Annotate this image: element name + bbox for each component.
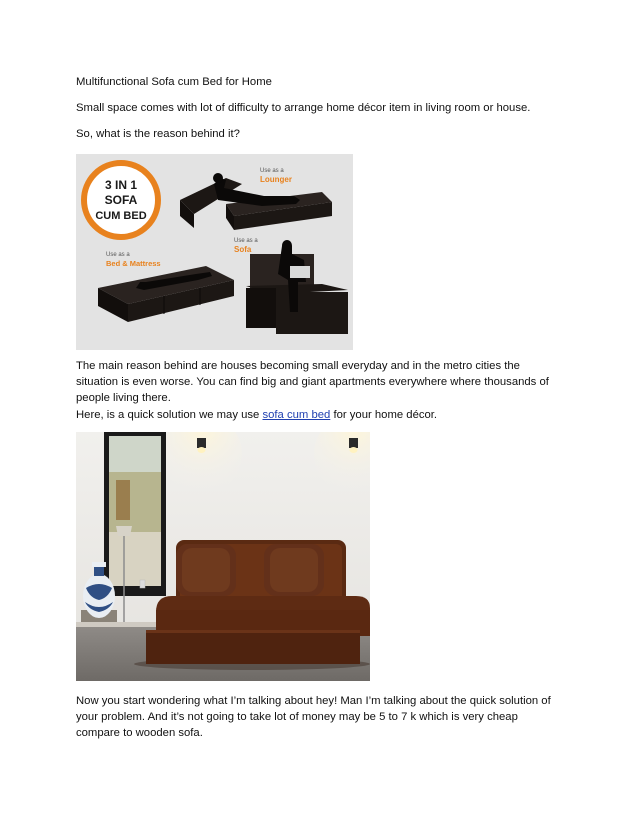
question-paragraph: So, what is the reason behind it? bbox=[76, 128, 240, 140]
sofa-name-label: Sofa bbox=[234, 245, 252, 254]
bed-name-label: Bed & Mattress bbox=[106, 259, 161, 268]
sofa-cum-bed-link[interactable]: sofa cum bed bbox=[262, 409, 331, 421]
doc-title: Multifunctional Sofa cum Bed for Home bbox=[76, 76, 272, 88]
lounger-use-label: Use as a bbox=[260, 168, 284, 174]
main-reason-paragraph: The main reason behind are houses becoming small everyday and in the metro cities the situation is even worse. You can find big and giant apartments everywhere where thousands of people living there. bbox=[76, 360, 549, 404]
bed-use-label: Use as a bbox=[106, 252, 130, 258]
badge-line-1: 3 IN 1 bbox=[104, 178, 138, 192]
sofa-use-label: Use as a bbox=[234, 238, 258, 244]
badge-line-3: CUM BED bbox=[95, 210, 147, 222]
window bbox=[104, 432, 166, 596]
sofa-bed-modes-image bbox=[76, 154, 353, 350]
closing-paragraph: Now you start wondering what I’m talking about hey! Man I’m talking about the quick solution of your problem. And it’s not going to take lot of money may be 5 to 7 k which is very cheap compare to wooden sofa. bbox=[76, 695, 551, 739]
brown-sofa-room-image bbox=[76, 432, 370, 681]
solution-text-after: for your home décor. bbox=[330, 409, 438, 421]
solution-paragraph bbox=[76, 407, 562, 423]
badge-line-2: SOFA bbox=[104, 193, 138, 207]
lounger-name-label: Lounger bbox=[260, 175, 292, 184]
solution-text-before: Here, is a quick solution we may use bbox=[76, 409, 263, 421]
intro-paragraph: Small space comes with lot of difficulty to arrange home décor item in living room or house. bbox=[76, 102, 531, 114]
